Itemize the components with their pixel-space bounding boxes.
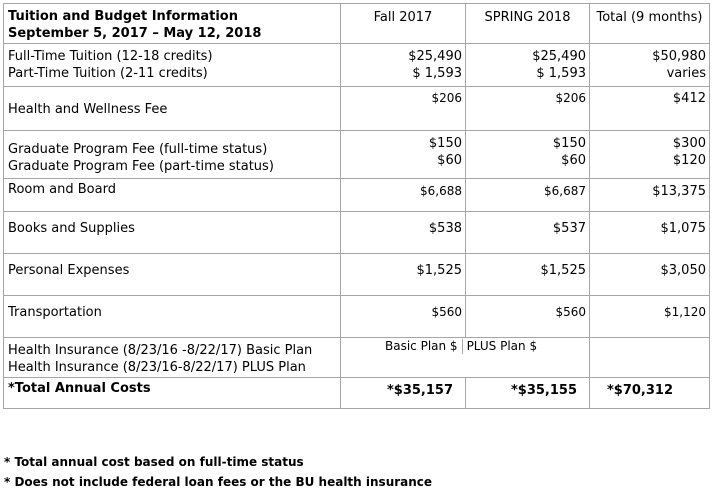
health-fee-fall: $206 xyxy=(341,87,466,131)
total-spring: *$35,155 xyxy=(466,378,590,409)
tuition-row xyxy=(4,44,710,87)
personal-label: Personal Expenses xyxy=(4,254,341,296)
part-time-tuition-spring: $ 1,593 xyxy=(536,66,586,81)
books-total: $1,075 xyxy=(590,212,710,254)
grad-fee-full-spring: $150 xyxy=(552,136,586,151)
tuition-spring xyxy=(466,44,590,87)
room-board-row xyxy=(4,179,710,212)
grad-fee-spring xyxy=(466,131,590,179)
health-fee-spring: $206 xyxy=(466,87,590,131)
footnote-loan-fees: * Does not include federal loan fees or the BU health insurance xyxy=(4,475,433,489)
header-row xyxy=(4,4,710,44)
total-fall: *$35,157 xyxy=(341,378,466,409)
grad-fee-part-label: Graduate Program Fee (part-time status) xyxy=(8,159,274,174)
footnote-full-time: * Total annual cost based on full-time status xyxy=(4,455,304,469)
insurance-total xyxy=(590,338,710,378)
col-header-fall: Fall 2017 xyxy=(341,4,466,44)
transport-fall: $560 xyxy=(341,296,466,338)
total-label: *Total Annual Costs xyxy=(4,378,341,409)
insurance-row xyxy=(4,338,710,378)
plus-plan-text: PLUS Plan $ xyxy=(466,339,538,353)
transport-total: $1,120 xyxy=(590,296,710,338)
tuition-fall xyxy=(341,44,466,87)
personal-spring: $1,525 xyxy=(466,254,590,296)
grad-fee-full-label: Graduate Program Fee (full-time status) xyxy=(8,142,268,157)
insurance-label xyxy=(4,338,341,378)
room-board-fall: $6,688 xyxy=(341,179,466,212)
full-time-tuition-spring: $25,490 xyxy=(532,49,586,64)
room-board-total: $13,375 xyxy=(590,179,710,212)
part-time-tuition-fall: $ 1,593 xyxy=(412,66,462,81)
transport-row xyxy=(4,296,710,338)
table-title: Tuition and Budget Information xyxy=(8,9,238,24)
room-board-label: Room and Board xyxy=(4,179,341,212)
books-row xyxy=(4,212,710,254)
footnotes xyxy=(4,452,432,492)
insurance-plus-label: Health Insurance (8/23/16-8/22/17) PLUS Plan xyxy=(8,360,306,375)
grad-fee-part-total: $120 xyxy=(672,153,706,168)
health-fee-label: Health and Wellness Fee xyxy=(4,87,341,131)
full-time-tuition-total: $50,980 xyxy=(652,49,706,64)
books-label: Books and Supplies xyxy=(4,212,341,254)
table-title-cell xyxy=(4,4,341,44)
full-time-tuition-fall: $25,490 xyxy=(408,49,462,64)
col-header-total: Total (9 months) xyxy=(590,4,710,44)
room-board-spring: $6,687 xyxy=(466,179,590,212)
total-row xyxy=(4,378,710,409)
total-total: *$70,312 xyxy=(590,378,710,409)
grad-fee-full-fall: $150 xyxy=(428,136,462,151)
basic-plan-text: Basic Plan $ xyxy=(385,339,458,353)
part-time-tuition-total: varies xyxy=(666,66,706,81)
grad-fee-fall xyxy=(341,131,466,179)
transport-label: Transportation xyxy=(4,296,341,338)
tuition-label xyxy=(4,44,341,87)
col-header-spring: SPRING 2018 xyxy=(466,4,590,44)
books-spring: $537 xyxy=(466,212,590,254)
date-range: September 5, 2017 – May 12, 2018 xyxy=(8,26,262,41)
personal-row xyxy=(4,254,710,296)
insurance-basic-label: Health Insurance (8/23/16 -8/22/17) Basic Plan xyxy=(8,343,313,358)
grad-fee-full-total: $300 xyxy=(672,136,706,151)
part-time-tuition-label: Part-Time Tuition (2-11 credits) xyxy=(8,66,208,81)
full-time-tuition-label: Full-Time Tuition (12-18 credits) xyxy=(8,49,213,64)
grad-fee-part-fall: $60 xyxy=(437,153,462,168)
grad-fee-label xyxy=(4,131,341,179)
grad-fee-total xyxy=(590,131,710,179)
grad-fee-part-spring: $60 xyxy=(561,153,586,168)
books-fall: $538 xyxy=(341,212,466,254)
transport-spring: $560 xyxy=(466,296,590,338)
grad-fee-row xyxy=(4,131,710,179)
plan-divider xyxy=(462,339,463,354)
tuition-total xyxy=(590,44,710,87)
insurance-plans-cell xyxy=(341,338,590,378)
budget-table xyxy=(3,3,710,409)
health-fee-row xyxy=(4,87,710,131)
personal-total: $3,050 xyxy=(590,254,710,296)
personal-fall: $1,525 xyxy=(341,254,466,296)
health-fee-total: $412 xyxy=(590,87,710,131)
